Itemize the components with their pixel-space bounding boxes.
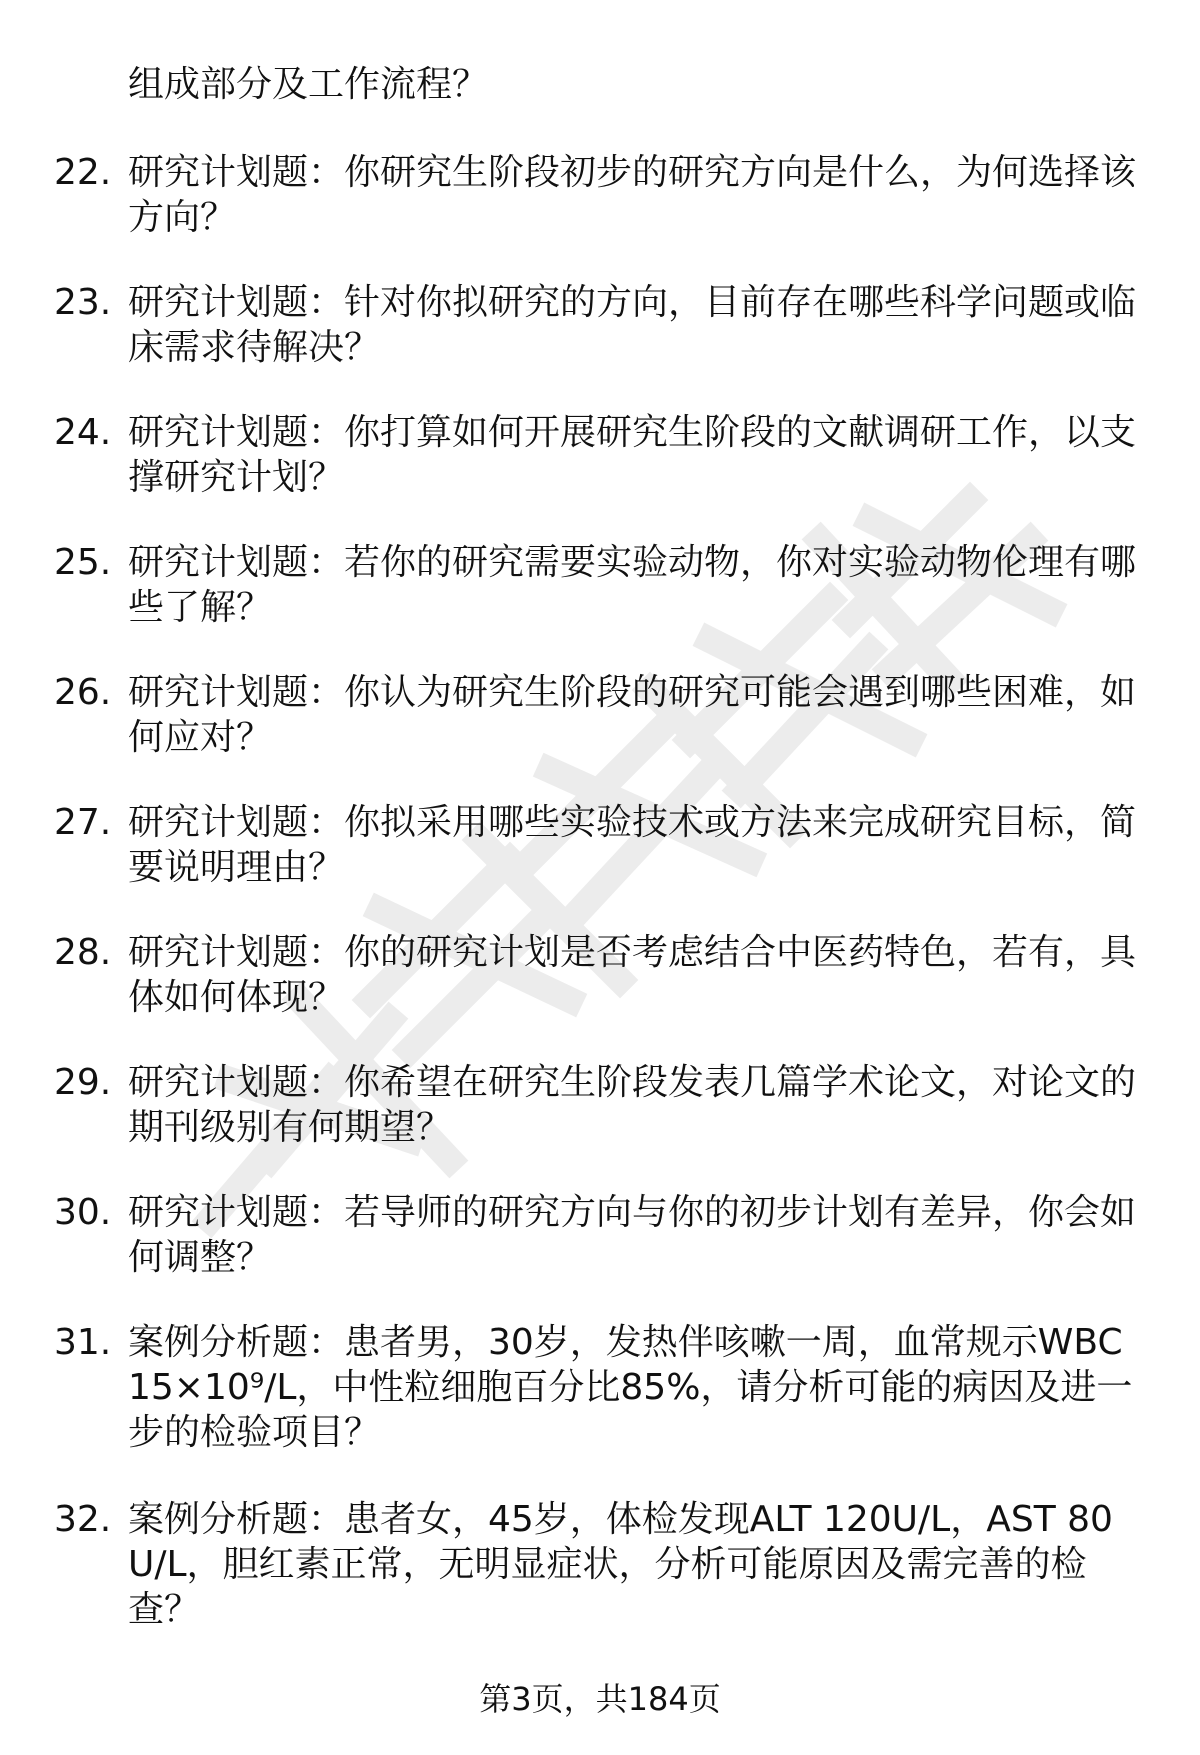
question-number: 24. [54,412,112,453]
question-number: 29. [54,1062,112,1103]
page-footer: 第3页，共184页 [479,1680,721,1718]
question-item [0,930,1200,1020]
question-text: 研究计划题：你的研究计划是否考虑结合中医药特色，若有，具体如何体现？ [128,932,1137,1018]
question-item [0,1190,1200,1280]
question-text: 研究计划题：你认为研究生阶段的研究可能会遇到哪些困难，如何应对？ [128,672,1137,758]
continuation-text: 组成部分及工作流程？ [128,64,489,105]
question-number: 28. [54,932,112,973]
question-item [0,800,1200,890]
question-text: 研究计划题：你打算如何开展研究生阶段的文献调研工作，以支撑研究计划？ [128,412,1137,498]
question-text: 研究计划题：你研究生阶段初步的研究方向是什么，为何选择该方向？ [128,152,1137,238]
question-number: 30. [54,1192,112,1233]
question-text: 研究计划题：若你的研究需要实验动物，你对实验动物伦理有哪些了解？ [128,542,1137,628]
question-number: 31. [54,1322,112,1363]
question-list [0,150,1200,1672]
question-item [0,410,1200,500]
question-number: 32. [54,1499,112,1540]
question-item [0,280,1200,370]
question-item [0,1320,1200,1455]
question-item [0,540,1200,630]
question-number: 26. [54,672,112,713]
question-item [0,1060,1200,1150]
question-number: 25. [54,542,112,583]
question-text: 案例分析题：患者女，45岁，体检发现ALT 120U/L，AST 80U/L，胆红素正常，无明显症状，分析可能原因及需完善的检查？ [128,1499,1113,1630]
question-number: 23. [54,282,112,323]
question-item [0,670,1200,760]
question-text: 案例分析题：患者男，30岁，发热伴咳嗽一周，血常规示WBC 15×10⁹/L，中性粒细胞百分比85%，请分析可能的病因及进一步的检验项目？ [128,1322,1133,1453]
question-text: 研究计划题：你拟采用哪些实验技术或方法来完成研究目标，简要说明理由？ [128,802,1137,888]
question-item [0,150,1200,240]
question-number: 27. [54,802,112,843]
question-text: 研究计划题：你希望在研究生阶段发表几篇学术论文，对论文的期刊级别有何期望？ [128,1062,1137,1148]
question-number: 22. [54,152,112,193]
question-text: 研究计划题：若导师的研究方向与你的初步计划有差异，你会如何调整？ [128,1192,1137,1278]
question-text: 研究计划题：针对你拟研究的方向，目前存在哪些科学问题或临床需求待解决？ [128,282,1137,368]
question-item [0,1497,1200,1632]
